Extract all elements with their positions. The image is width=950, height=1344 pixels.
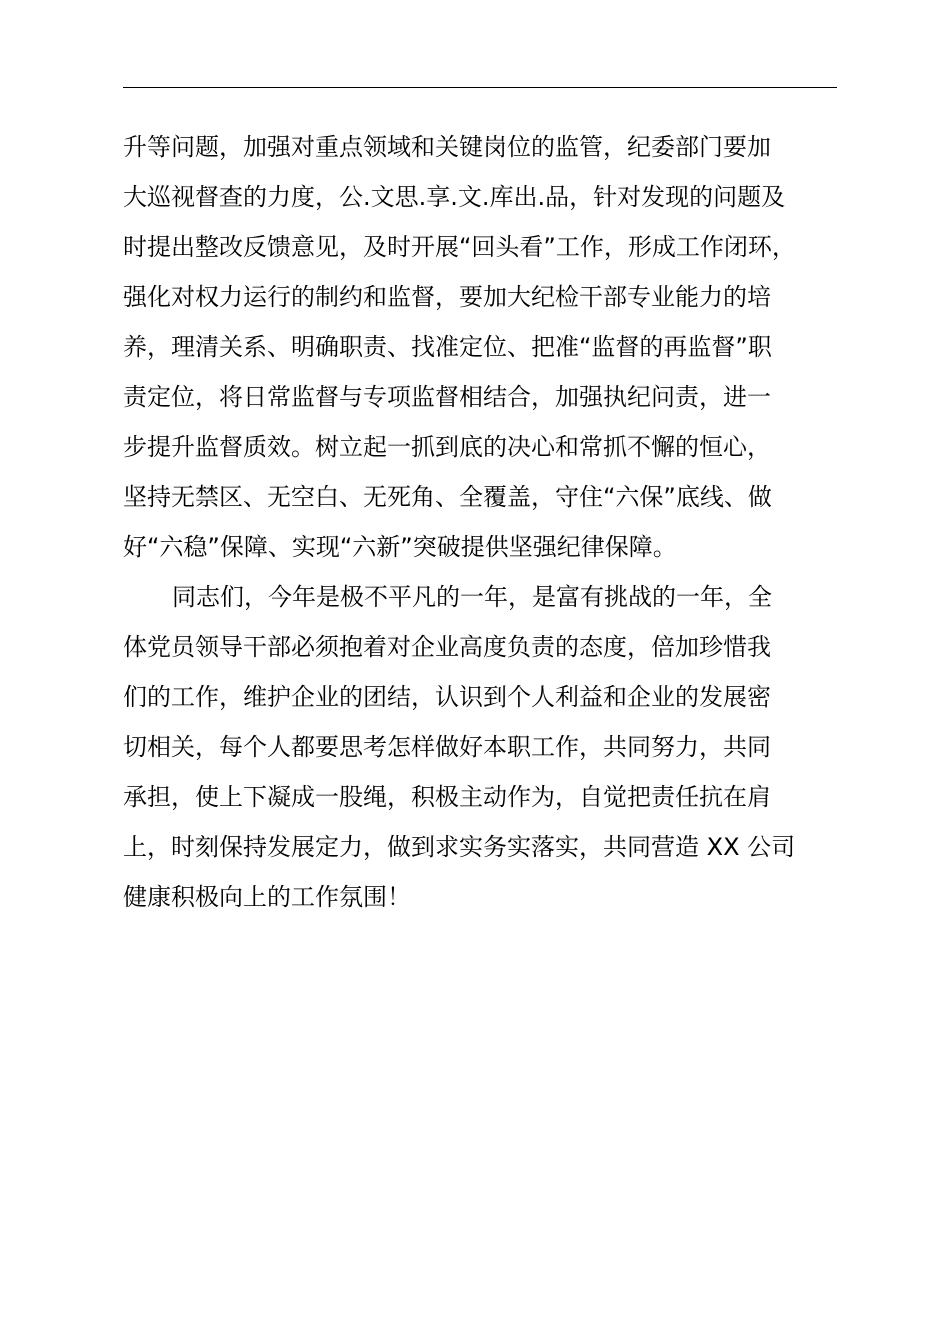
text-line: 同志们，今年是极不平凡的一年，是富有挑战的一年，全 (172, 583, 772, 611)
text-line: 大巡视督查的力度，公.文思.享.文.库出.品，针对发现的问题及 (123, 183, 786, 211)
paragraph-2 (123, 572, 868, 922)
text-line: 好“六稳”保障、实现“六新”突破提供坚强纪律保障。 (123, 533, 677, 561)
text-line: 们的工作，维护企业的团结，认识到个人利益和企业的发展密 (123, 683, 771, 711)
text-line: 时提出整改反馈意见，及时开展“回头看”工作，形成工作闭环， (123, 233, 796, 261)
text-line: 坚持无禁区、无空白、无死角、全覆盖，守住“六保”底线、做 (123, 483, 772, 511)
text-line: 升等问题，加强对重点领域和关键岗位的监管，纪委部门要加 (123, 133, 771, 161)
text-line: 承担，使上下凝成一股绳，积极主动作为，自觉把责任抗在肩 (123, 783, 771, 811)
text-line: 切相关，每个人都要思考怎样做好本职工作，共同努力，共同 (123, 733, 771, 761)
text-line: 步提升监督质效。树立起一抓到底的决心和常抓不懈的恒心， (123, 433, 771, 461)
text-line: 责定位，将日常监督与专项监督相结合，加强执纪问责，进一 (123, 383, 771, 411)
text-line: 强化对权力运行的制约和监督，要加大纪检干部专业能力的培 (123, 283, 771, 311)
text-line: 健康积极向上的工作氛围！ (123, 883, 411, 911)
text-line: 体党员领导干部必须抱着对企业高度负责的态度，倍加珍惜我 (123, 633, 771, 661)
header-rule (123, 87, 837, 88)
paragraph-1 (123, 122, 868, 572)
text-line: 养，理清关系、明确职责、找准定位、把准“监督的再监督”职 (123, 333, 772, 361)
text-line: 上，时刻保持发展定力，做到求实务实落实，共同营造 XX 公司 (123, 833, 796, 861)
body-text (123, 122, 868, 922)
